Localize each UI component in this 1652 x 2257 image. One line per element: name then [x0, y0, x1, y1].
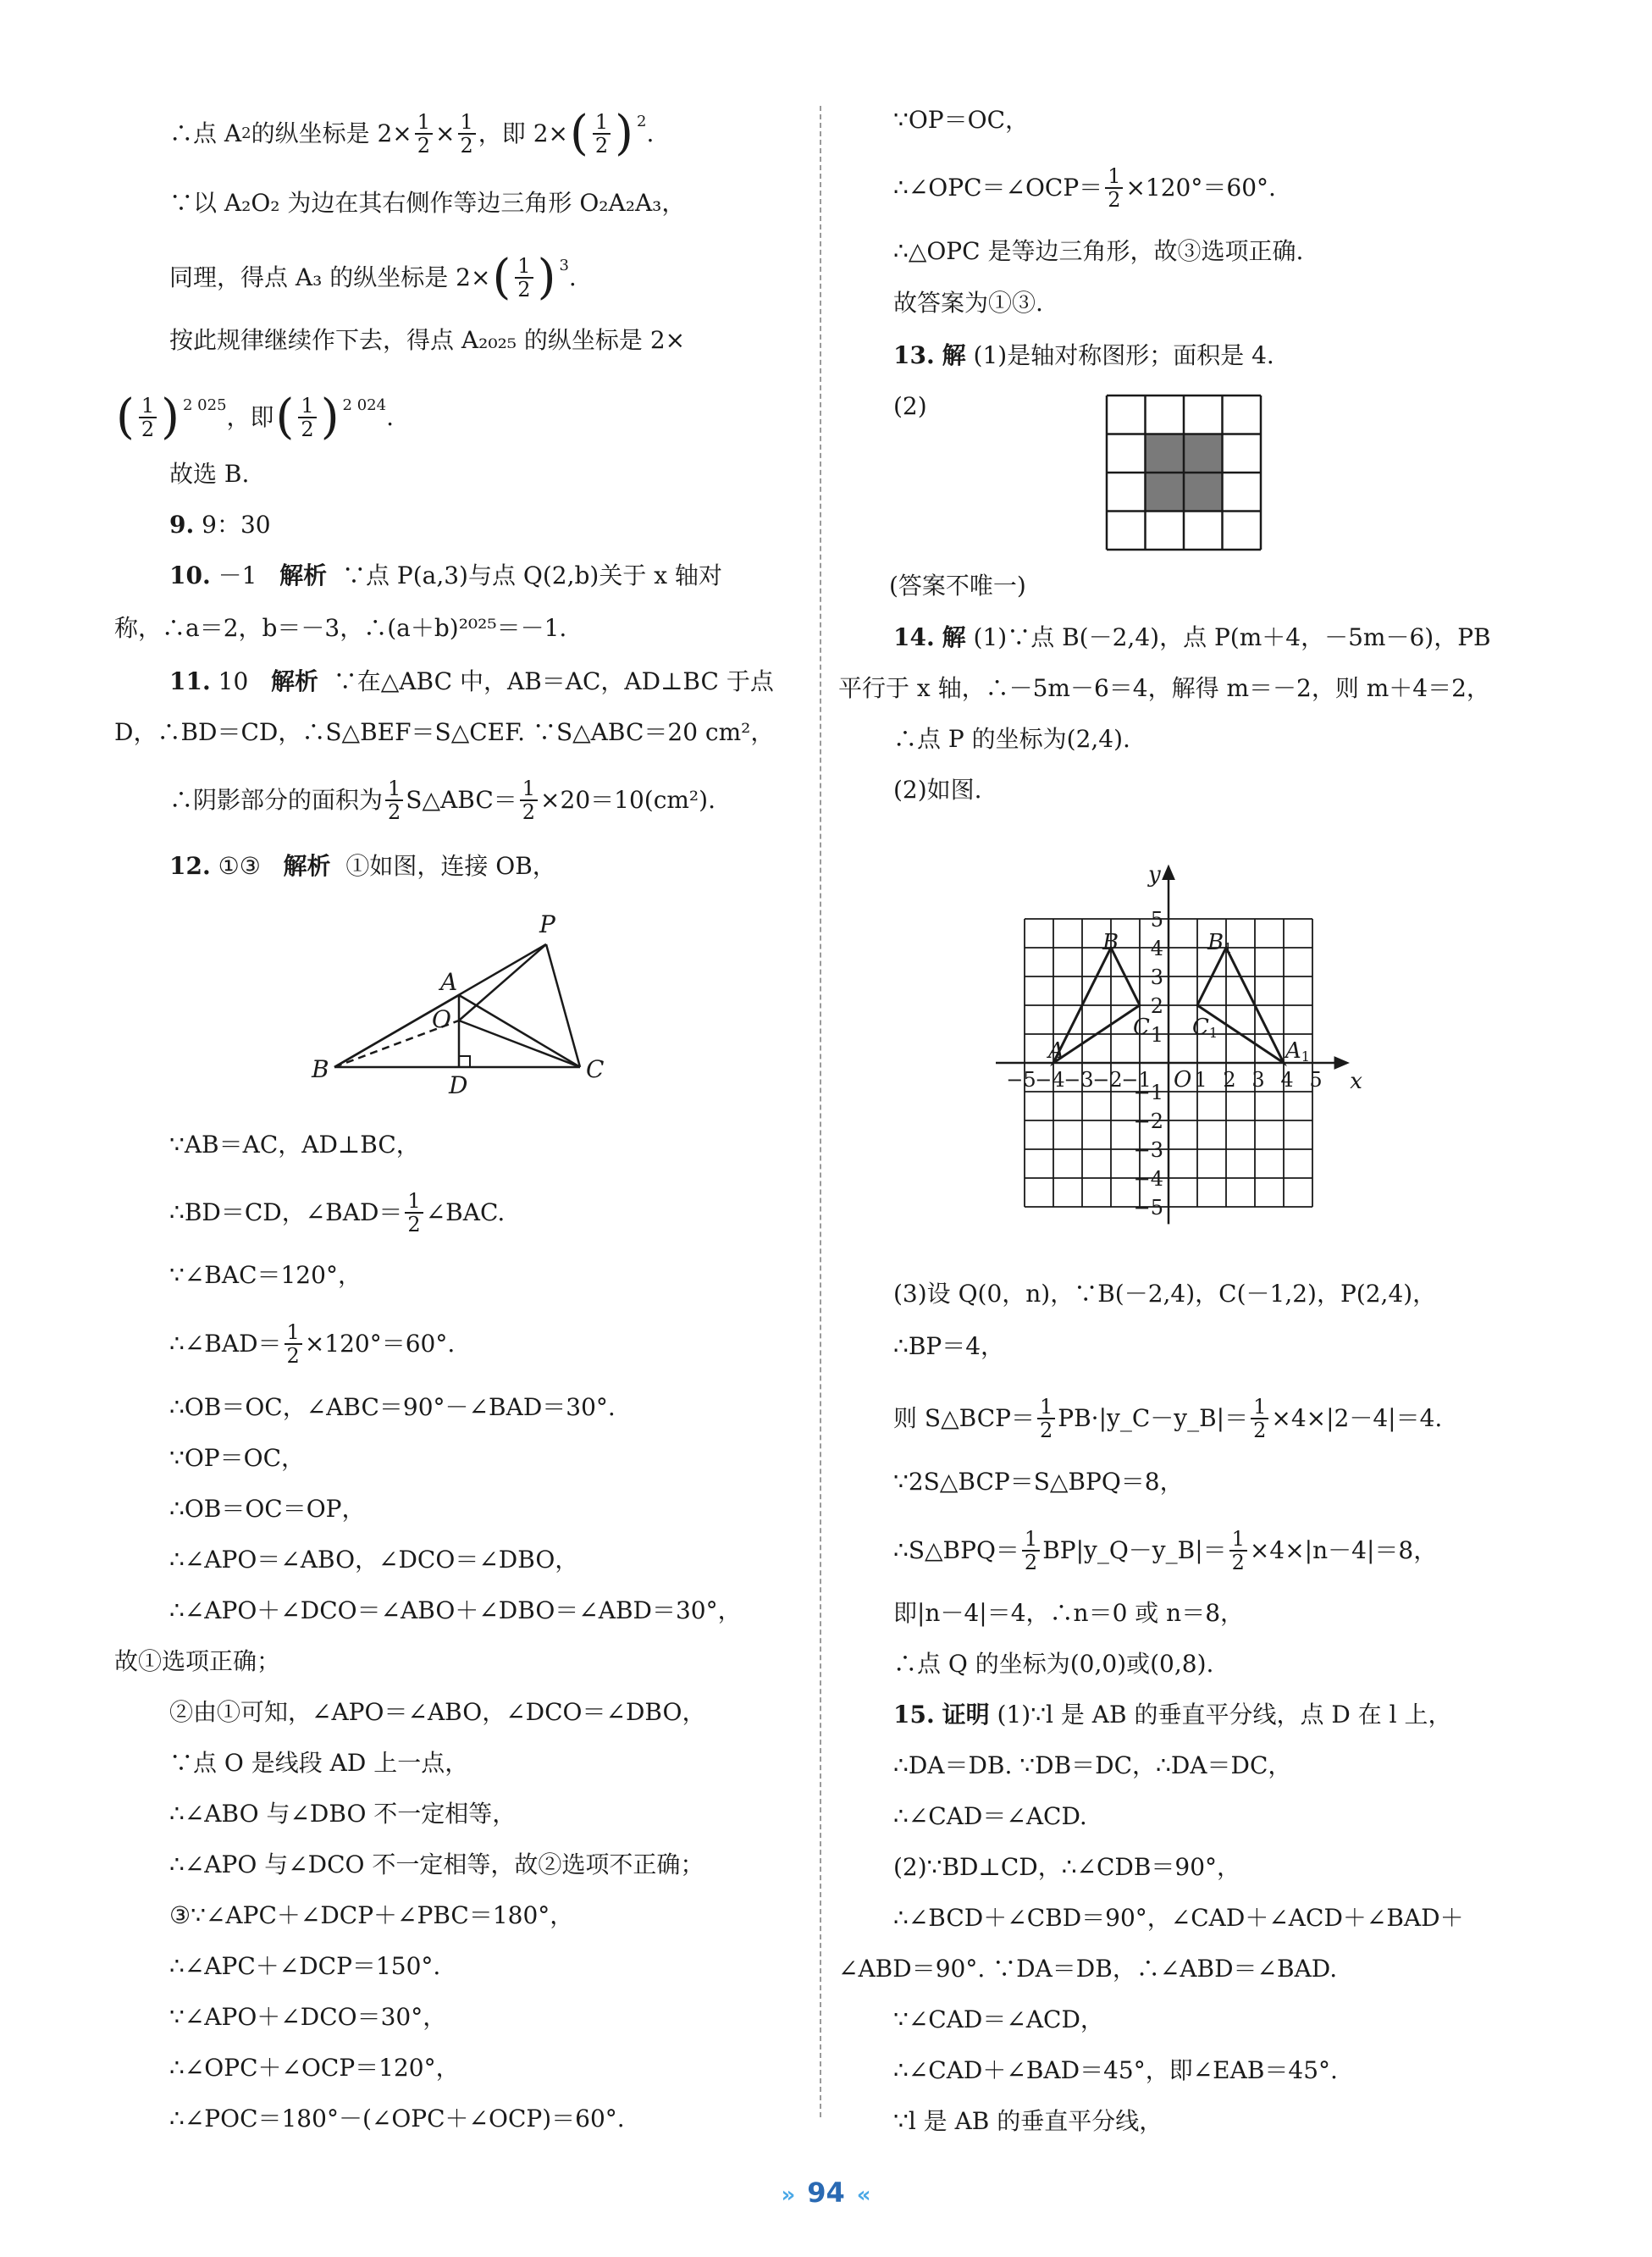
answer-9: 9. 9：30 — [169, 511, 271, 539]
x-tick-label: 1 — [1194, 1068, 1207, 1092]
line-equilateral-construct: ∵以 A₂O₂ 为边在其右侧作等边三角形 O₂A₂A₃， — [169, 189, 686, 217]
fraction: $\frac{1}{2}$ — [405, 1190, 423, 1236]
fraction: $\frac{1}{2}$ — [458, 111, 476, 157]
y-tick-label: −3 — [1133, 1138, 1163, 1162]
fraction: $\frac{1}{2}$ — [139, 395, 157, 440]
point-label-c: C — [1133, 1015, 1150, 1040]
answer-15: 15. 证明 (1)∵l 是 AB 的垂直平分线，点 D 在 l 上， — [893, 1701, 1452, 1729]
answer-14-area-bcp: 则 S△BCP＝ $\frac{1}{2}$ PB·|y_C－y_B|＝ $\frac{1}{2}$ ×4×|2－4|＝4. — [893, 1395, 1443, 1442]
fraction: $\frac{1}{2}$ — [285, 1321, 302, 1367]
proof-line-18: ∴∠OPC＋∠OCP＝120°， — [169, 2054, 460, 2082]
proof-line-6: ∵OP＝OC， — [169, 1444, 305, 1472]
line-a2025-result: ( $\frac{1}{2}$ ) $^{2 025}$ ，即 ( $\frac{1}{2}$ ) $^{2 024}$ . — [116, 390, 394, 445]
proof-line-14: ∴∠APO 与∠DCO 不一定相等，故②选项不正确； — [169, 1850, 704, 1878]
right-line-4: 故答案为①③. — [893, 289, 1043, 317]
answer-13-part2: (2) — [893, 392, 927, 420]
triangle-diagram — [305, 902, 618, 1097]
answer-15-line9: ∵l 是 AB 的垂直平分线， — [893, 2107, 1163, 2135]
proof-line-3: ∵∠BAC＝120°， — [169, 1261, 362, 1289]
line-pattern: 按此规律继续作下去，得点 A₂₀₂₅ 的纵坐标是 2× — [169, 326, 686, 354]
fraction: $\frac{1}{2}$ — [515, 255, 533, 301]
proof-line-9: ∴∠APO＋∠DCO＝∠ABO＋∠DBO＝∠ABD＝30°， — [169, 1596, 742, 1624]
y-tick-label: −1 — [1133, 1081, 1163, 1104]
label-o: O — [432, 1005, 451, 1033]
fraction: $\frac{1}{2}$ — [415, 111, 433, 157]
answer-13-note: (答案不唯一) — [889, 572, 1026, 600]
proof-line-15: ③∵∠APC＋∠DCP＋∠PBC＝180°， — [169, 1901, 574, 1929]
answer-15-line5: ∴∠BCD＋∠CBD＝90°，∠CAD＋∠ACD＋∠BAD＋ — [893, 1904, 1464, 1932]
answer-15-line3: ∴∠CAD＝∠ACD. — [893, 1802, 1087, 1830]
y-tick-label: 1 — [1150, 1023, 1163, 1047]
x-tick-label: 5 — [1309, 1068, 1323, 1092]
label-c: C — [586, 1055, 605, 1083]
proof-line-10: 故①选项正确； — [114, 1647, 281, 1675]
axis-label-y: y — [1148, 861, 1161, 888]
x-tick-label: −5 — [1006, 1068, 1036, 1092]
origin-label: O — [1174, 1067, 1192, 1093]
answer-14: 14. 解 (1)∵点 B(－2,4)，点 P(m＋4，－5m－6)，PB — [893, 623, 1491, 651]
point-label-b: B — [1102, 930, 1119, 955]
x-tick-label: −3 — [1064, 1068, 1094, 1092]
answer-11: 11. 10 解析 ∵在△ABC 中，AB＝AC，AD⊥BC 于点 — [169, 667, 774, 695]
point-label-a: A — [1048, 1038, 1064, 1064]
label-p: P — [539, 910, 555, 938]
answer-15-line6: ∠ABD＝90°. ∵DA＝DB，∴∠ABD＝∠BAD. — [838, 1955, 1338, 1983]
fraction: $\frac{1}{2}$ — [1251, 1396, 1268, 1441]
segment-pc — [546, 944, 580, 1067]
column-divider — [820, 106, 821, 2117]
point-label-b1: B1 — [1207, 930, 1233, 956]
x-tick-label: −4 — [1035, 1068, 1065, 1092]
fraction: $\frac{1}{2}$ — [520, 777, 538, 823]
y-tick-label: −2 — [1133, 1109, 1163, 1133]
fraction: $\frac{1}{2}$ — [385, 777, 403, 823]
segment-oc — [459, 1021, 580, 1067]
answer-13: 13. 解 (1)是轴对称图形；面积是 4. — [893, 341, 1274, 369]
label-a: A — [440, 968, 458, 996]
answer-11-cont: D，∴BD＝CD，∴S△BEF＝S△CEF. ∵S△ABC＝20 cm²， — [114, 718, 775, 746]
fraction: $\frac{1}{2}$ — [1229, 1528, 1247, 1574]
y-tick-label: −5 — [1133, 1196, 1163, 1220]
right-line-2: ∴∠OPC＝∠OCP＝ $\frac{1}{2}$ ×120°＝60°. — [893, 164, 1276, 212]
label-b: B — [312, 1055, 329, 1083]
proof-line-1: ∵AB＝AC，AD⊥BC， — [169, 1131, 420, 1159]
proof-line-11: ②由①可知，∠APO＝∠ABO，∠DCO＝∠DBO， — [169, 1698, 706, 1726]
answer-14-q: ∴点 Q 的坐标为(0,0)或(0,8). — [893, 1650, 1214, 1678]
answer-15-line4: (2)∵BD⊥CD，∴∠CDB＝90°， — [893, 1853, 1241, 1881]
point-label-c1: C1 — [1192, 1015, 1218, 1041]
fraction: $\frac{1}{2}$ — [1105, 165, 1123, 211]
fraction: $\frac{1}{2}$ — [1037, 1396, 1055, 1441]
answer-14-line4: (2)如图. — [893, 776, 982, 804]
proof-line-13: ∴∠ABO 与∠DBO 不一定相等， — [169, 1800, 517, 1828]
y-axis-arrow-icon — [1163, 867, 1174, 879]
right-line-3: ∴△OPC 是等边三角形，故③选项正确. — [893, 237, 1304, 265]
page-number-value: 94 — [807, 2177, 845, 2209]
x-tick-label: 3 — [1251, 1068, 1265, 1092]
proof-line-2: ∴BD＝CD，∠BAD＝ $\frac{1}{2}$ ∠BAC. — [169, 1189, 506, 1236]
answer-15-line8: ∴∠CAD＋∠BAD＝45°，即∠EAB＝45°. — [893, 2056, 1338, 2084]
answer-14-double: ∵2S△BCP＝S△BPQ＝8， — [893, 1468, 1184, 1496]
y-tick-label: 2 — [1150, 994, 1163, 1018]
answer-11-area: ∴阴影部分的面积为 $\frac{1}{2}$ S△ABC＝ $\frac{1}{2}$ ×20＝10(cm²). — [169, 777, 715, 824]
x-tick-label: −2 — [1092, 1068, 1123, 1092]
fraction: $\frac{1}{2}$ — [593, 111, 611, 157]
answer-12: 12. ①③ 解析 ①如图，连接 OB， — [169, 852, 556, 880]
y-tick-label: 3 — [1150, 965, 1163, 989]
right-angle-mark — [459, 1056, 470, 1067]
proof-line-12: ∵点 O 是线段 AD 上一点， — [169, 1749, 469, 1777]
answer-14-line2: 平行于 x 轴，∴－5m－6＝4，解得 m＝－2，则 m＋4＝2， — [838, 674, 1490, 702]
proof-line-7: ∴OB＝OC＝OP， — [169, 1495, 366, 1523]
answer-10: 10. －1 解析 ∵点 P(a,3)与点 Q(2,b)关于 x 轴对 — [169, 561, 722, 589]
y-tick-label: 5 — [1150, 908, 1163, 932]
proof-line-17: ∵∠APO＋∠DCO＝30°， — [169, 2003, 447, 2031]
answer-15-line2: ∴DA＝DB. ∵DB＝DC，∴DA＝DC， — [893, 1751, 1292, 1779]
answer-14-n: 即|n－4|＝4，∴n＝0 或 n＝8， — [893, 1599, 1245, 1627]
proof-line-8: ∴∠APO＝∠ABO，∠DCO＝∠DBO， — [169, 1546, 579, 1574]
x-tick-label: 2 — [1223, 1068, 1236, 1092]
segment-op — [459, 944, 546, 1021]
x-tick-label: 4 — [1280, 1068, 1294, 1092]
answer-14-bp: ∴BP＝4， — [893, 1332, 1005, 1360]
proof-line-5: ∴OB＝OC，∠ABC＝90°－∠BAD＝30°. — [169, 1393, 616, 1421]
answer-14-area-bpq: ∴S△BPQ＝ $\frac{1}{2}$ BP|y_Q－y_B|＝ $\frac{1}{2}$ ×4×|n－4|＝8， — [893, 1527, 1438, 1574]
answer-14-part3: (3)设 Q(0，n)，∵B(－2,4)，C(－1,2)，P(2,4)， — [893, 1280, 1437, 1308]
fraction: $\frac{1}{2}$ — [1022, 1528, 1040, 1574]
x-tick-label: −1 — [1121, 1068, 1152, 1092]
right-line-1: ∵OP＝OC， — [893, 106, 1029, 134]
x-axis-arrow-icon — [1335, 1058, 1347, 1068]
line-a3-ordinate: 同理，得点 A₃ 的纵坐标是 2× ( $\frac{1}{2}$ ) $^3$ . — [169, 250, 577, 305]
answer-15-line7: ∵∠CAD＝∠ACD， — [893, 2005, 1104, 2033]
y-tick-label: 4 — [1150, 937, 1163, 960]
axis-label-x: x — [1350, 1069, 1362, 1094]
point-label-a1: A1 — [1285, 1038, 1310, 1065]
y-tick-label: −4 — [1133, 1167, 1163, 1191]
page-number — [0, 2177, 1652, 2209]
answer-14-line3: ∴点 P 的坐标为(2,4). — [893, 725, 1130, 753]
line-a2-ordinate: ∴点 A 2 的纵坐标是 2× $\frac{1}{2}$ × $\frac{1}{2}$ ，即 2× ( $\frac{1}{2}$ ) $^2$ . — [169, 106, 655, 161]
symmetric-grid-figure — [1105, 394, 1262, 551]
page-arrow-right-icon: « — [856, 2182, 871, 2208]
coordinate-grid-figure — [978, 834, 1376, 1249]
proof-line-4: ∴∠BAD＝ $\frac{1}{2}$ ×120°＝60°. — [169, 1320, 456, 1368]
line-choose-b: 故选 B. — [169, 460, 250, 488]
proof-line-16: ∴∠APC＋∠DCP＝150°. — [169, 1952, 441, 1980]
label-d: D — [449, 1071, 468, 1097]
answer-10-cont: 称，∴a＝2，b＝－3，∴(a＋b)²⁰²⁵＝－1. — [114, 614, 567, 642]
page-arrow-left-icon: » — [781, 2182, 796, 2208]
fraction: $\frac{1}{2}$ — [298, 395, 316, 440]
proof-line-19: ∴∠POC＝180°－(∠OPC＋∠OCP)＝60°. — [169, 2105, 625, 2133]
